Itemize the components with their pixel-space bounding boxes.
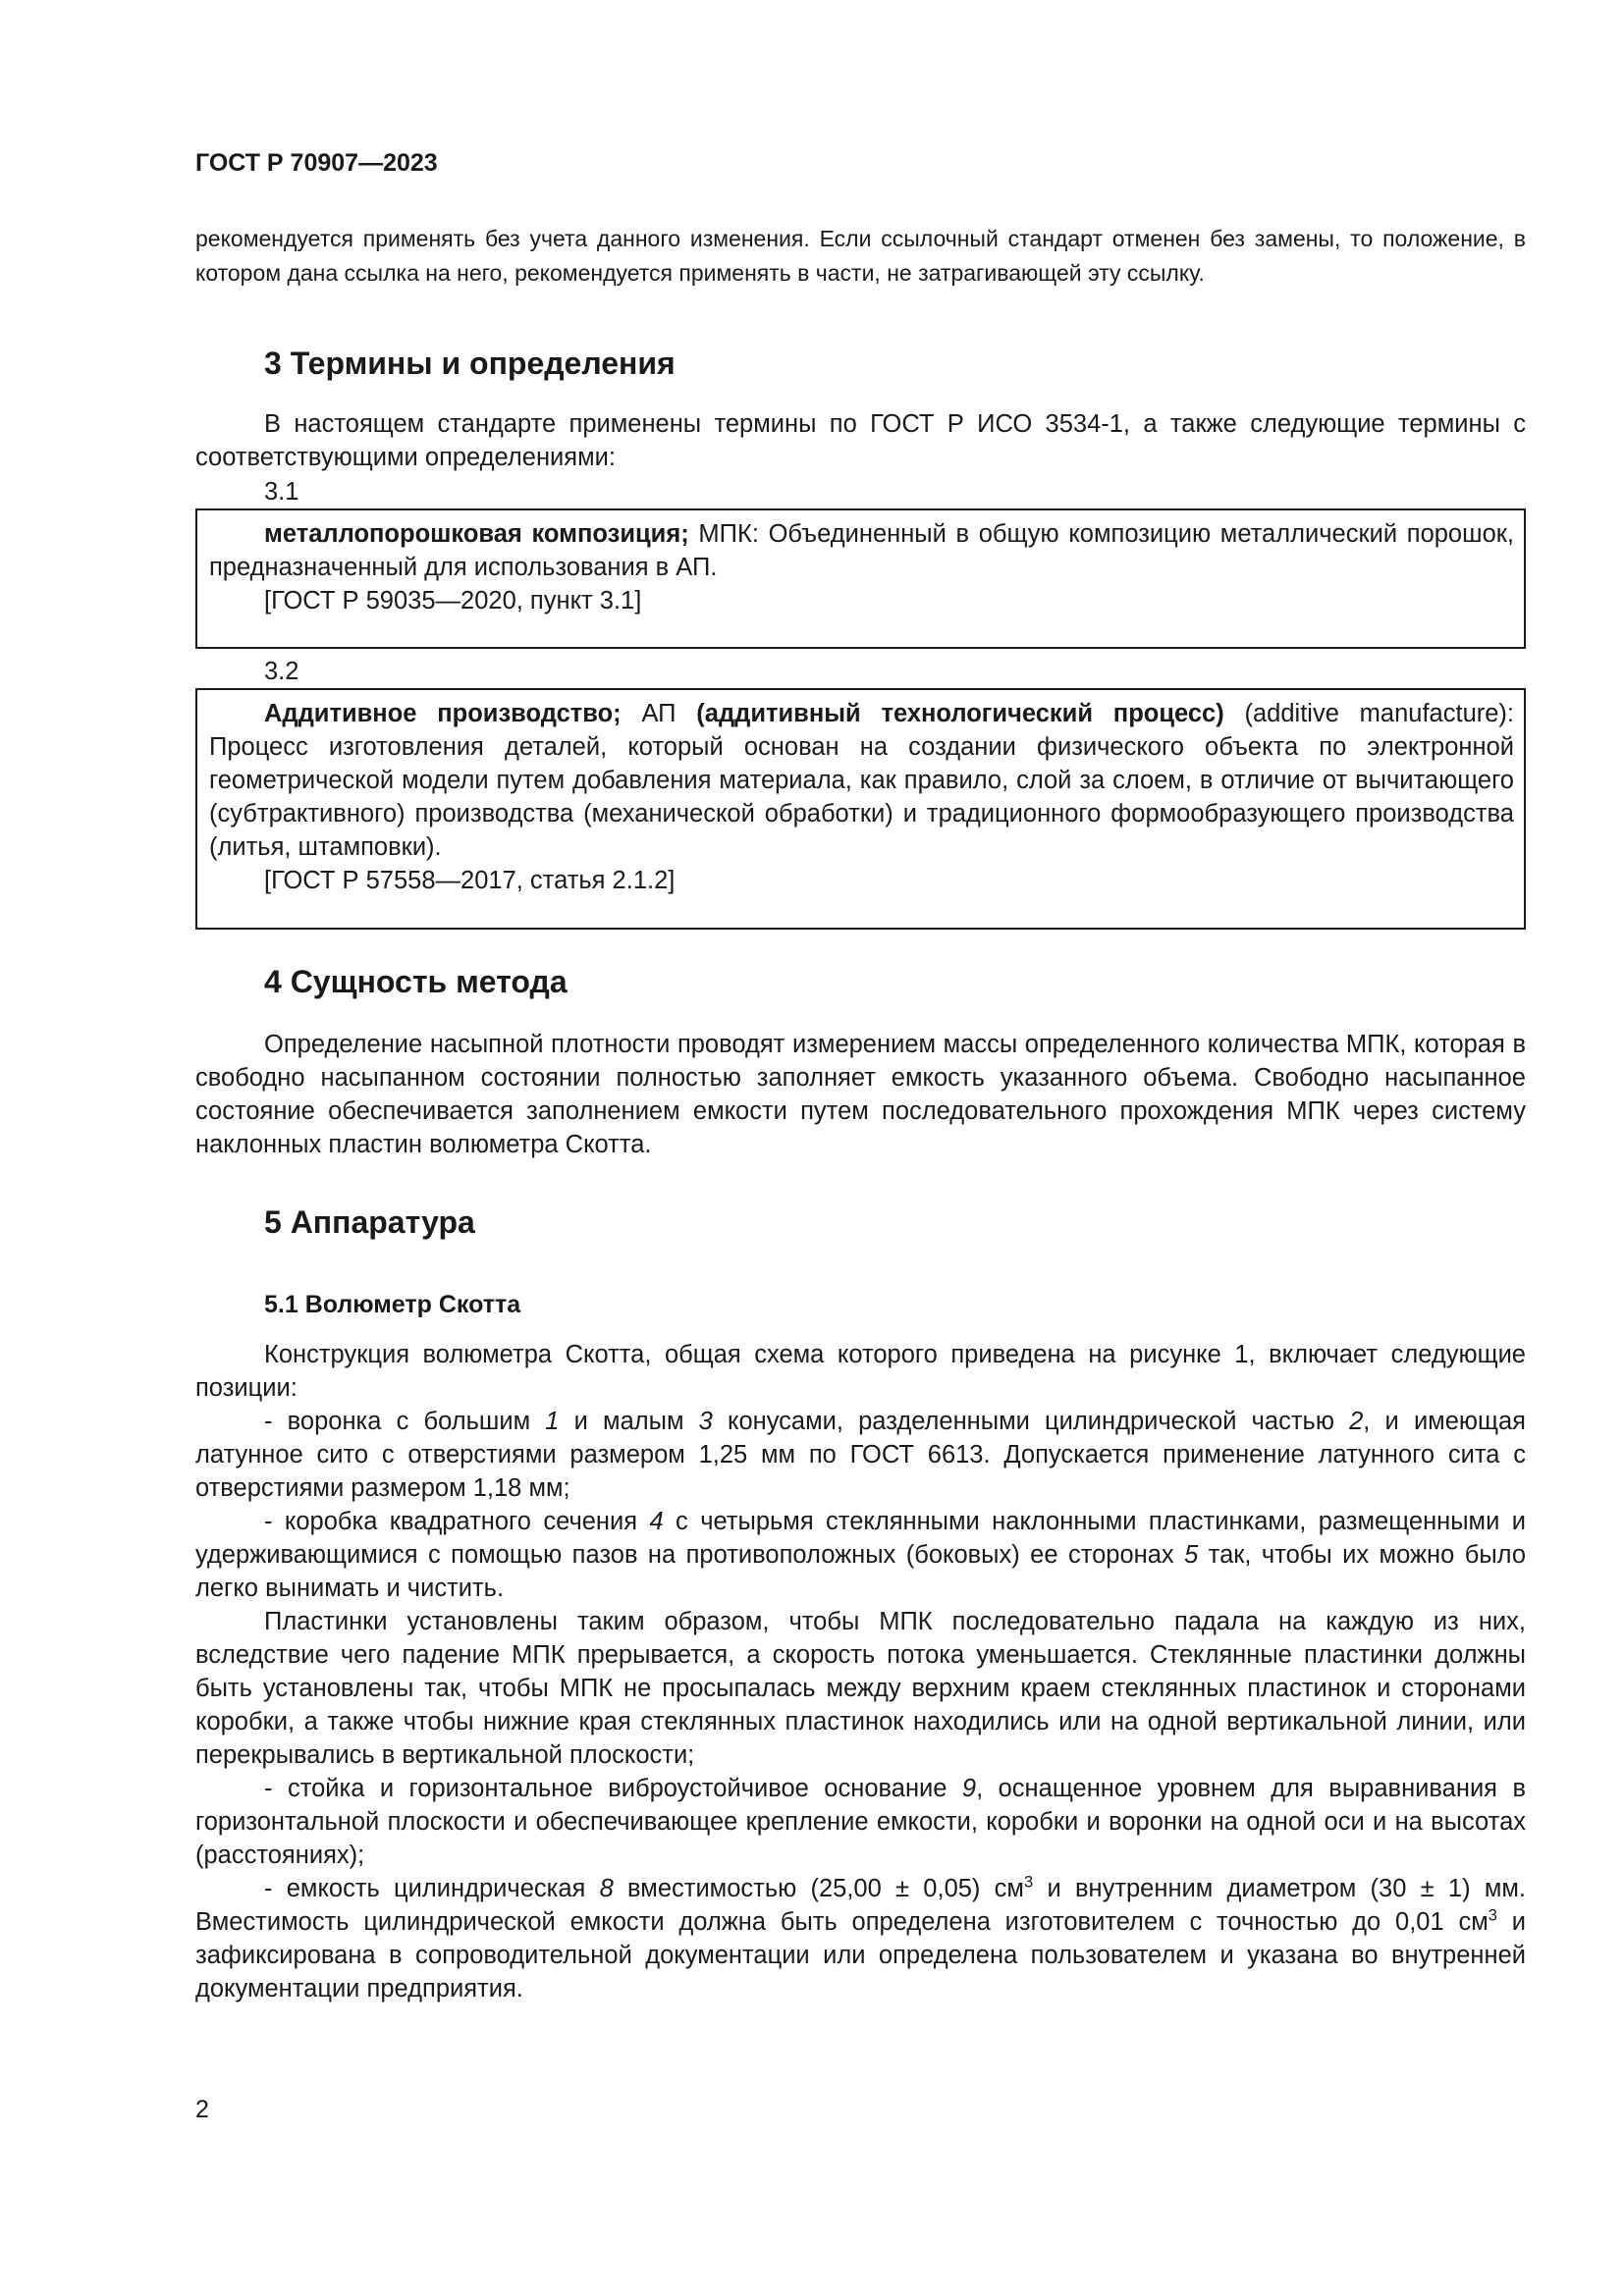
section-5-1 <box>195 1291 1526 1319</box>
superscript: 3 <box>1488 1905 1497 1925</box>
position-number: 9 <box>961 1775 977 1802</box>
position-number: 8 <box>599 1875 614 1902</box>
term-3-1-reference: [ГОСТ Р 59035—2020, пункт 3.1] <box>264 587 642 614</box>
term-3-1-term: металлопорошковая композиция; <box>264 520 689 548</box>
page-number: 2 <box>195 2096 209 2123</box>
term-3-2-number <box>195 655 1526 688</box>
text-run: так, чтобы их можно было легко вынимать и чистить. <box>195 1541 1526 1602</box>
text-run: и внутренним диаметром (30 ± 1) мм. Вместимость цилиндрической емкости должна быть определена изготовителем с точностью до 0,01 см <box>195 1875 1526 1936</box>
text-run: вместимостью (25,00 ± 0,05) см <box>613 1875 1024 1902</box>
text-run: - емкость цилиндрическая <box>264 1875 600 1902</box>
superscript: 3 <box>1023 1872 1034 1892</box>
section-4-title: 4 Сущность метода <box>264 964 568 999</box>
text-run: и зафиксирована в сопроводительной документации или определена пользователем и указана во внутренней документации предприятия. <box>195 1908 1526 2002</box>
term-3-1-box <box>195 508 1526 649</box>
document-header-id: ГОСТ Р 70907—2023 <box>195 149 438 177</box>
section-5 <box>195 1204 1526 1241</box>
section-3-paragraph: В настоящем стандарте применены термины по ГОСТ Р ИСО 3534-1, а также следующие термины с соответствующими определениями: <box>195 410 1526 471</box>
term-3-1-definition <box>209 517 1514 584</box>
intro-paragraph <box>195 222 1526 291</box>
section-4-body <box>195 1028 1526 1161</box>
position-number: 1 <box>545 1408 560 1435</box>
term-3-2-text: (additive manufacture): Процесс изготовления деталей, который основан на создании физического объекта по электронной геометрической модели путем добавления материала, как правило, слой за слоем, в отличие от вычитающего (субтрактивного) производства (механической обработки) и традиционного формообразующего производства (литья, штамповки). <box>209 700 1514 861</box>
section-5-1-title: 5.1 Волюметр Скотта <box>264 1291 521 1318</box>
section-3-title: 3 Термины и определения <box>264 346 676 381</box>
term-number: 3.2 <box>264 658 299 685</box>
term-3-2-reference: [ГОСТ Р 57558—2017, статья 2.1.2] <box>264 867 676 894</box>
term-number: 3.1 <box>264 478 299 506</box>
list-item-stand <box>195 1772 1526 1872</box>
term-3-2-abbr: АП <box>621 700 697 727</box>
section-4 <box>195 964 1526 1000</box>
text-run: - воронка с большим <box>264 1408 546 1435</box>
section-3-intro <box>195 407 1526 474</box>
text-run: , оснащенное уровнем для выравнивания в горизонтальной плоскости и обеспечивающее крепление емкости, коробки и воронки на одной оси и на высотах (расстояниях); <box>195 1775 1526 1869</box>
list-item-funnel <box>195 1405 1526 1505</box>
term-3-2-definition <box>209 697 1514 864</box>
position-number: 2 <box>1349 1408 1364 1435</box>
intro-text: рекомендуется применять без учета данного изменения. Если ссылочный стандарт отменен без замены, то положение, в котором дана ссылка на него, рекомендуется применять в части, не затрагивающей эту ссылку. <box>195 226 1526 286</box>
position-number: 5 <box>1184 1541 1199 1569</box>
text-run: и малым <box>559 1408 699 1435</box>
section-4-paragraph: Определение насыпной плотности проводят измерением массы определенного количества МПК, которая в свободно насыпанном состоянии полностью заполняет емкость указанного объема. Свободно насыпанное состояние обеспечивается заполнением емкости путем последовательного прохождения МПК через систему наклонных пластин волюметра Скотта. <box>195 1031 1526 1158</box>
text-run: , и имеющая латунное сито с отверстиями размером 1,25 мм по ГОСТ 6613. Допускается применение латунного сита с отверстиями размером 1,18 мм; <box>195 1408 1526 1502</box>
position-number: 4 <box>649 1508 664 1535</box>
list-item-box <box>195 1505 1526 1605</box>
term-3-1-number <box>195 475 1526 508</box>
text-run: - стойка и горизонтальное виброустойчивое основание <box>264 1775 962 1802</box>
text-run: конусами, разделенными цилиндрической частью <box>712 1408 1350 1435</box>
term-3-1-text: МПК: Объединенный в общую композицию металлический порошок, предназначенный для использования в АП. <box>209 520 1514 581</box>
text-run: - коробка квадратного сечения <box>264 1508 650 1535</box>
paragraph-construction: Конструкция волюметра Скотта, общая схема которого приведена на рисунке 1, включает следующие позиции: <box>195 1341 1526 1402</box>
term-3-2-box <box>195 688 1526 930</box>
list-item-cup <box>195 1872 1526 2005</box>
term-3-2-synonym: (аддитивный технологический процесс) <box>696 700 1224 727</box>
text-run: с четырьмя стеклянными наклонными пластинками, размещенными и удерживающимися с помощью пазов на противоположных (боковых) ее сторонах <box>195 1508 1526 1569</box>
paragraph-plates: Пластинки установлены таким образом, чтобы МПК последовательно падала на каждую из них, вследствие чего падение МПК прерывается, а скорость потока уменьшается. Стеклянные пластинки должны быть установлены так, чтобы МПК не просыпалась между верхним краем стеклянных пластинок и сторонами коробки, а также чтобы нижние края стеклянных пластинок находились или на одной вертикальной линии, или перекрывались в вертикальной плоскости; <box>195 1608 1526 1769</box>
section-5-title: 5 Аппаратура <box>264 1204 475 1240</box>
term-3-2-term: Аддитивное производство; <box>264 700 622 727</box>
section-3 <box>195 346 1526 382</box>
section-5-1-body <box>195 1338 1526 2005</box>
position-number: 3 <box>698 1408 713 1435</box>
